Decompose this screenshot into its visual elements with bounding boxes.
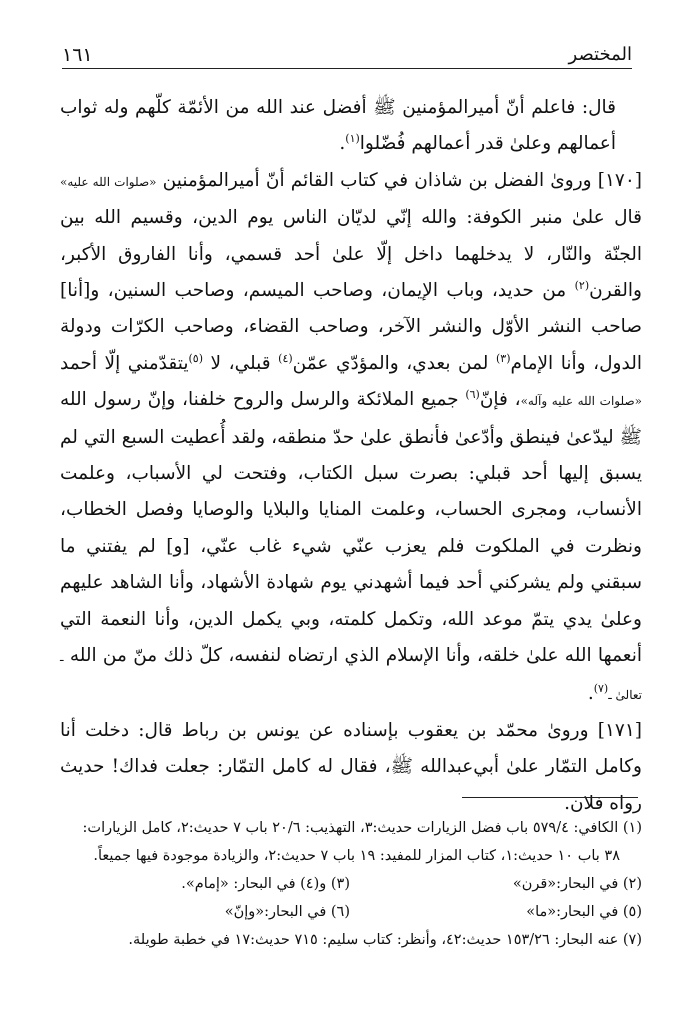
footnote-ref-5: (٥) xyxy=(188,351,203,365)
text-run: . xyxy=(587,682,594,704)
footnote-ref-3: (٣) xyxy=(495,351,511,365)
paragraph-170 xyxy=(60,163,642,713)
salawat-note: «صلوات الله عليه» xyxy=(60,174,157,189)
footnote-5: (٥) في البحار:«ما» xyxy=(526,904,642,920)
footnote-divider xyxy=(462,797,638,798)
paragraph-1 xyxy=(60,90,642,163)
footnote-ref-6: (٦) xyxy=(465,388,480,402)
footnote-2: (٢) في البحار:«قرن» xyxy=(512,876,642,892)
footnote-7: (٧) عنه البحار: ١٥٣/٢٦ حديث:٤٢، وأنظر: كتاب سليم: ٧١٥ حديث:١٧ في خطبة طويلة. xyxy=(128,932,642,948)
text-run: قال: فاعلم أنّ أميرالمؤمنين ﷺ أفضل عند الله من الأئمّة كلّهم وله ثواب أعمالهم وعلىٰ قدر أعمالهم فُضّلوا xyxy=(60,97,616,155)
text-run: . xyxy=(339,133,346,155)
text-run: قال علىٰ منبر الكوفة: والله إنّي لديّان الناس يوم الدين، وقسيم الله بين الجنّة والنّار، لا يدخلهما داخل إلّا علىٰ أحد قسمي، وأنا الفاروق الأكبر، والقرن xyxy=(60,207,642,302)
footnote-ref-2: (٢) xyxy=(574,278,590,292)
page-header xyxy=(62,38,632,69)
text-run: يتقدّمني إلّا أحمد xyxy=(60,352,189,374)
text-run: من حديد، وباب الإيمان، وصاحب الميسم، وصاحب السنين، و[أنا] صاحب النشر الأوّل والنشر الآخر، وصاحب القضاء، وصاحب الكرّات ودولة الدول، وأنا الإمام xyxy=(60,280,642,374)
footnote-1-continued: ٣٨ باب ١٠ حديث:١، كتاب المزار للمفيد: ١٩ باب ٧ حديث:٢، والزيادة موجودة فيها جميعاً. xyxy=(93,848,620,864)
text-run: قبلي، لا xyxy=(210,352,271,374)
footnotes xyxy=(58,814,642,954)
footnote-6: (٦) في البحار:«وإنّ» xyxy=(224,904,350,920)
footnote-ref-4: (٤) xyxy=(278,351,293,365)
running-head: المختصر xyxy=(568,44,632,65)
text-run: [١٧٠] وروىٰ الفضل بن شاذان في كتاب القائم أنّ أميرالمؤمنين xyxy=(162,169,643,191)
footnote-row xyxy=(58,898,642,926)
text-run: جميع الملائكة والرسل والروح خلفنا، وإنّ رسول الله ﷺ ليدّعىٰ فينطق وأدّعىٰ فأنطق علىٰ حدّ منطقه، ولقد أُعطيت السبع التي لم يسبق إليها أحد قبلي: بصرت سبل الكتاب، وفتحت لي الأسباب، وعلمت الأنساب، ومجرى الحساب، وعلمت المنايا والبلايا والوصايا وفصل الخطاب، ونظرت في الملكوت فلم يعزب عنّي شيء غاب عنّي، [و] لم يفتني ما سبقني ولم يشركني أحد فيما أشهدني يوم شهادة الأشهاد، وأنا الشاهد عليهم وعلىٰ يدي يتمّ موعد الله، وتكمل كلمته، وبي يكمل الدين، وأنا النعمة التي أنعمها الله علىٰ خلقه، وأنا الإسلام الذي ارتضاه لنفسه، كلّ ذلك منّ من الله xyxy=(60,389,642,667)
footnote-1: (١) الكافي: ٥٧٩/٤ باب فضل الزيارات حديث:٣، التهذيب: ٢٠/٦ باب ٧ حديث:٢، كامل الزيارات: xyxy=(82,820,642,836)
text-run: [١٧١] وروىٰ محمّد بن يعقوب بإسناده عن يونس بن رباط قال: دخلت أنا وكامل التمّار علىٰ أبي‌عبدالله ﷺ، فقال له كامل التمّار: جعلت فداك! حديث رواه فلان. xyxy=(60,719,642,814)
taala-note: ـ تعالىٰ ـ xyxy=(60,650,642,702)
footnote-ref-1: (١) xyxy=(345,132,360,146)
text-run: ، فإنّ xyxy=(479,389,521,411)
main-text xyxy=(60,90,642,822)
page-number: ١٦١ xyxy=(62,44,93,66)
footnote-3-4: (٣) و(٤) في البحار: «إمام». xyxy=(181,876,350,892)
footnote-row xyxy=(58,870,642,898)
footnote-ref-7: (٧) xyxy=(593,681,609,695)
text-run: لمن بعدي، والمؤدّي عمّن xyxy=(292,352,489,374)
salawat-note-2: «صلوات الله عليه وآله» xyxy=(520,394,642,409)
paragraph-171 xyxy=(60,713,642,822)
